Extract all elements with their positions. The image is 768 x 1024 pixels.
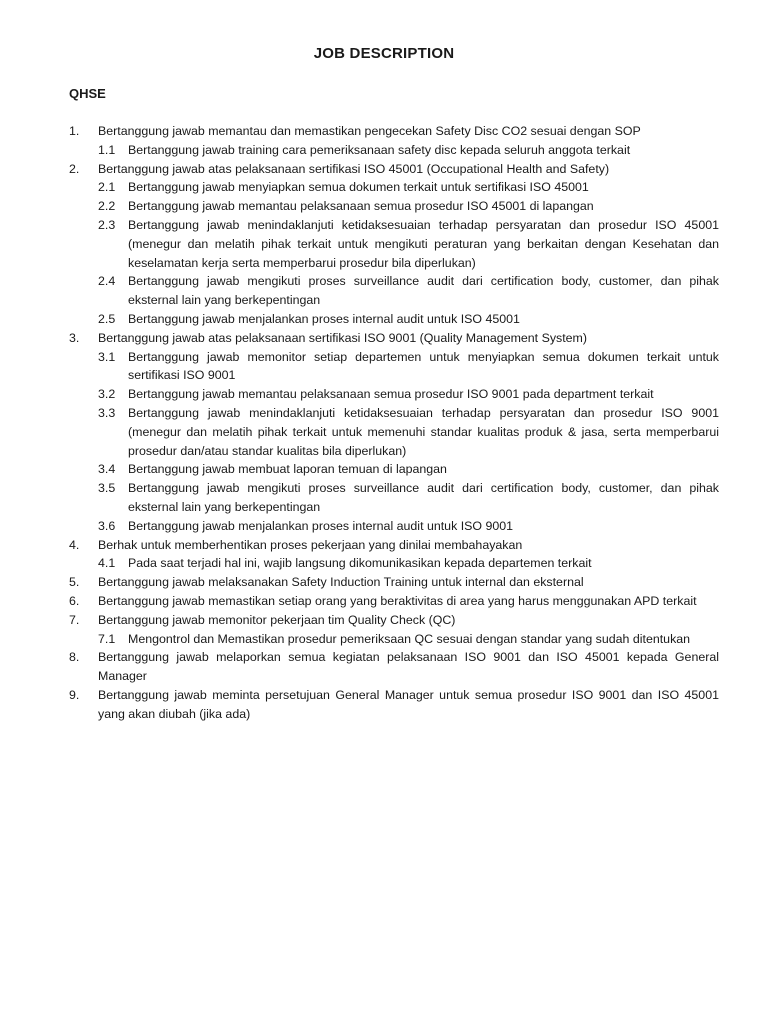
- list-item: [69, 648, 719, 686]
- list-item-number: 2.: [69, 161, 80, 176]
- sub-list-item: [69, 479, 719, 517]
- list-item-number: 3.: [69, 330, 80, 345]
- list-item-number: 1.: [69, 124, 80, 138]
- list-item-text: Bertanggung jawab atas pelaksanaan sertifikasi ISO 45001 (Occupational Health and Safety): [98, 161, 610, 176]
- list-item-text: Bertanggung jawab melaporkan semua kegiatan pelaksanaan ISO 9001 dan ISO 45001 kepada General Manager: [98, 650, 719, 684]
- list-item-text: Bertanggung jawab memantau dan memastikan pengecekan Safety Disc CO2 sesuai dengan SOP: [98, 124, 641, 138]
- sub-list-item: [69, 630, 719, 649]
- list-item-text: Bertanggung jawab meminta persetujuan General Manager untuk semua prosedur ISO 9001 dan ISO 45001 yang akan diubah (jika ada): [98, 687, 719, 721]
- list-item-number: 6.: [69, 593, 80, 608]
- sub-item-text: Bertanggung jawab memonitor setiap departemen untuk menyiapkan semua dokumen terkait untuk sertifikasi ISO 9001: [128, 349, 719, 383]
- list-item-number: 5.: [69, 575, 80, 590]
- sub-item-text: Bertanggung jawab memantau pelaksanaan semua prosedur ISO 45001 di lapangan: [128, 199, 594, 214]
- sub-list-item: [69, 272, 719, 310]
- list-item: [69, 573, 719, 592]
- sub-item-text: Bertanggung jawab membuat laporan temuan di lapangan: [128, 462, 447, 477]
- page-title: JOB DESCRIPTION: [313, 45, 455, 62]
- sub-item-number: 1.1: [98, 142, 116, 157]
- list-item-text: Berhak untuk memberhentikan proses pekerjaan yang dinilai membahayakan: [98, 537, 523, 552]
- list-item: [69, 122, 719, 141]
- sub-list-item: [69, 216, 719, 272]
- list-item: [69, 329, 719, 348]
- list-item-number: 9.: [69, 687, 80, 702]
- sub-item-number: 3.4: [98, 462, 116, 477]
- sub-item-number: 2.4: [98, 274, 116, 289]
- section-heading: QHSE: [69, 86, 106, 101]
- list-item-text: Bertanggung jawab atas pelaksanaan sertifikasi ISO 9001 (Quality Management System): [98, 330, 588, 345]
- sub-item-number: 7.1: [98, 631, 116, 646]
- sub-list-item: [69, 197, 719, 216]
- sub-list-item: [69, 385, 719, 404]
- list-item: [69, 160, 719, 179]
- sub-item-text: Bertanggung jawab memantau pelaksanaan semua prosedur ISO 9001 pada department terkait: [128, 387, 654, 402]
- sub-item-text: Bertanggung jawab mengikuti proses surveillance audit dari certification body, customer, dan pihak eksternal lain yang berkepentingan: [128, 481, 719, 514]
- sub-list-item: [69, 310, 719, 329]
- sub-item-number: 2.5: [98, 311, 116, 326]
- sub-list-item: [69, 517, 719, 536]
- sub-item-number: 3.3: [98, 405, 116, 420]
- sub-item-text: Bertanggung jawab menindaklanjuti ketidaksesuaian terhadap persyaratan dan prosedur ISO 45001 (menegur dan melatih pihak terkait untuk mengikuti peraturan yang berkaitan dengan Kesehatan dan keselamatan kerja serta memperbarui prosedur bila diperlukan): [128, 217, 719, 270]
- sub-item-text: Mengontrol dan Memastikan prosedur pemeriksaan QC sesuai dengan standar yang sudah ditentukan: [128, 631, 691, 646]
- sub-item-text: Bertanggung jawab training cara pemeriksanaan safety disc kepada seluruh anggota terkait: [128, 142, 631, 157]
- sub-item-number: 3.1: [98, 349, 116, 364]
- list-item-number: 4.: [69, 537, 80, 552]
- sub-list-item: [69, 554, 719, 573]
- sub-item-number: 3.6: [98, 518, 116, 533]
- sub-item-number: 2.2: [98, 199, 116, 214]
- sub-list-item: [69, 178, 719, 197]
- list-item: [69, 686, 719, 724]
- sub-item-text: Bertanggung jawab menjalankan proses internal audit untuk ISO 45001: [128, 311, 520, 326]
- list-item-text: Bertanggung jawab memastikan setiap orang yang beraktivitas di area yang harus menggunakan APD terkait: [98, 593, 697, 608]
- list-item-number: 8.: [69, 650, 80, 665]
- sub-item-number: 2.3: [98, 217, 116, 232]
- list-item-text: Bertanggung jawab memonitor pekerjaan tim Quality Check (QC): [98, 612, 456, 627]
- sub-item-text: Bertanggung jawab menyiapkan semua dokumen terkait untuk sertifikasi ISO 45001: [128, 180, 589, 195]
- sub-item-text: Bertanggung jawab menjalankan proses internal audit untuk ISO 9001: [128, 518, 514, 533]
- sub-item-number: 3.2: [98, 387, 116, 402]
- sub-item-text: Bertanggung jawab mengikuti proses surveillance audit dari certification body, customer, dan pihak eksternal lain yang berkepentingan: [128, 274, 719, 308]
- sub-list-item: [69, 141, 719, 160]
- job-description-list: [69, 122, 719, 724]
- list-item: [69, 592, 719, 611]
- sub-item-text: Pada saat terjadi hal ini, wajib langsung dikomunikasikan kepada departemen terkait: [128, 556, 592, 571]
- sub-list-item: [69, 404, 719, 460]
- sub-item-number: 2.1: [98, 180, 116, 195]
- list-item: [69, 611, 719, 630]
- sub-item-number: 4.1: [98, 556, 116, 571]
- sub-list-item: [69, 348, 719, 386]
- list-item-number: 7.: [69, 612, 80, 627]
- list-item-text: Bertanggung jawab melaksanakan Safety Induction Training untuk internal dan eksternal: [98, 575, 584, 590]
- sub-item-text: Bertanggung jawab menindaklanjuti ketidaksesuaian terhadap persyaratan dan prosedur ISO 9001 (menegur dan melatih pihak terkait untuk memenuhi standar kualitas produk & jasa, serta memperbarui prosedur dan/atau standar kualitas bila diperlukan): [128, 405, 719, 458]
- sub-list-item: [69, 460, 719, 479]
- list-item: [69, 536, 719, 555]
- sub-item-number: 3.5: [98, 481, 116, 496]
